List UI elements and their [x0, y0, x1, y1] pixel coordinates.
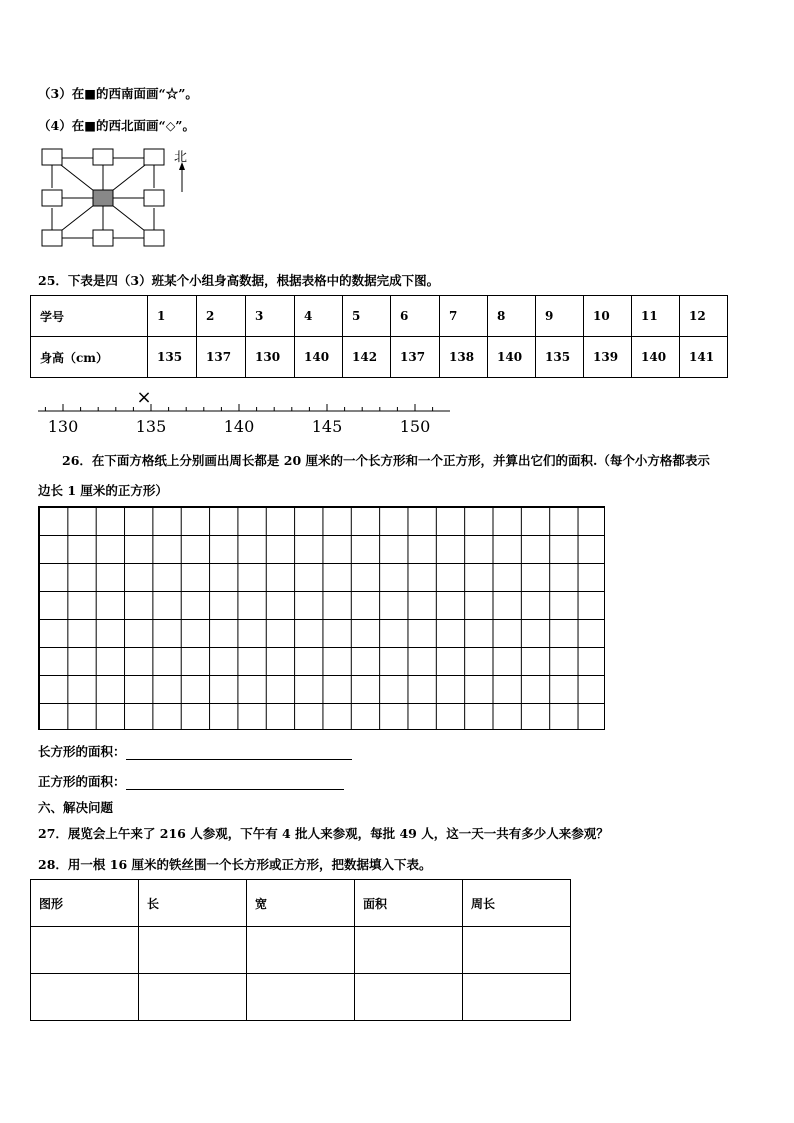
table-cell: 140: [488, 337, 536, 378]
table-cell: 137: [197, 337, 246, 378]
table-cell[interactable]: [247, 927, 355, 974]
box-southwest: [42, 230, 62, 246]
rect-area-line: [38, 742, 352, 760]
square-area-label: 正方形的面积：: [38, 774, 126, 789]
square-grid-paper[interactable]: [38, 506, 605, 730]
height-table: [30, 295, 728, 378]
rect-area-label: 长方形的面积：: [38, 744, 126, 759]
table-cell: 140: [295, 337, 343, 378]
table-cell: 2: [197, 296, 246, 337]
table-cell[interactable]: [31, 927, 139, 974]
row-header-id: 学号: [31, 296, 148, 337]
table-cell[interactable]: [139, 974, 247, 1021]
table-cell[interactable]: [139, 927, 247, 974]
table-cell: 5: [343, 296, 391, 337]
box-northwest: [42, 149, 62, 165]
table-header-cell: 面积: [355, 880, 463, 927]
axis-label-150: 150: [399, 417, 431, 436]
section-six-title: 六、解决问题: [38, 800, 114, 815]
table-cell: 6: [391, 296, 440, 337]
table-cell: 3: [246, 296, 295, 337]
table-cell: 135: [536, 337, 584, 378]
north-label: 北: [174, 150, 188, 165]
axis-label-130: 130: [47, 417, 79, 436]
table-cell: 141: [680, 337, 728, 378]
table-cell: 142: [343, 337, 391, 378]
table-cell: 4: [295, 296, 343, 337]
shape-table: [30, 879, 571, 1021]
table-row: [31, 880, 571, 927]
q25-prompt: 25．下表是四（3）班某个小组身高数据，根据表格中的数据完成下图。: [38, 273, 440, 288]
q27-prompt: 27．展览会上午来了 216 人参观，下午有 4 批人来参观，每批 49 人，这一天一共有多少人来参观？: [38, 826, 609, 841]
box-north: [93, 149, 113, 165]
table-row: [31, 927, 571, 974]
box-south: [93, 230, 113, 246]
table-header-cell: 长: [139, 880, 247, 927]
q24-item3: （3）在■的西南面画“☆”。: [38, 86, 198, 101]
number-line: [30, 385, 460, 440]
direction-diagram: [36, 144, 196, 254]
axis-label-145: 145: [311, 417, 343, 436]
table-cell: 11: [632, 296, 680, 337]
rect-area-blank[interactable]: [126, 747, 352, 760]
box-southeast: [144, 230, 164, 246]
table-cell[interactable]: [31, 974, 139, 1021]
table-cell: 139: [584, 337, 632, 378]
q28-prompt: 28．用一根 16 厘米的铁丝围一个长方形或正方形，把数据填入下表。: [38, 857, 432, 872]
table-header-cell: 宽: [247, 880, 355, 927]
table-cell: 1: [148, 296, 197, 337]
table-cell: 9: [536, 296, 584, 337]
table-cell[interactable]: [355, 974, 463, 1021]
table-cell: 10: [584, 296, 632, 337]
table-cell: 12: [680, 296, 728, 337]
table-row: [31, 337, 728, 378]
q26-prompt-line1: 26．在下面方格纸上分别画出周长都是 20 厘米的一个长方形和一个正方形，并算出它们的面积.（每个小方格都表示: [62, 453, 710, 468]
number-line-svg: [30, 385, 460, 440]
q24-item4: （4）在■的西北面画“◇”。: [38, 118, 196, 133]
north-arrow-icon: [179, 162, 185, 192]
axis-label-140: 140: [223, 417, 255, 436]
table-cell: 7: [440, 296, 488, 337]
table-row: [31, 296, 728, 337]
table-row: [31, 974, 571, 1021]
table-cell[interactable]: [247, 974, 355, 1021]
box-east: [144, 190, 164, 206]
row-header-height: 身高（cm）: [31, 337, 148, 378]
number-line-marker: ×: [136, 387, 152, 408]
square-area-line: [38, 772, 344, 790]
table-cell: 138: [440, 337, 488, 378]
box-northeast: [144, 149, 164, 165]
table-header-cell: 周长: [463, 880, 571, 927]
axis-label-135: 135: [135, 417, 167, 436]
table-cell: 137: [391, 337, 440, 378]
table-cell[interactable]: [463, 927, 571, 974]
table-cell[interactable]: [463, 974, 571, 1021]
table-cell: 130: [246, 337, 295, 378]
direction-diagram-svg: [36, 144, 196, 254]
q26-prompt-line2: 边长 1 厘米的正方形）: [38, 483, 168, 498]
table-cell[interactable]: [355, 927, 463, 974]
table-cell: 8: [488, 296, 536, 337]
square-area-blank[interactable]: [126, 777, 344, 790]
table-cell: 135: [148, 337, 197, 378]
table-cell: 140: [632, 337, 680, 378]
table-header-cell: 图形: [31, 880, 139, 927]
box-west: [42, 190, 62, 206]
center-box: [93, 190, 113, 206]
